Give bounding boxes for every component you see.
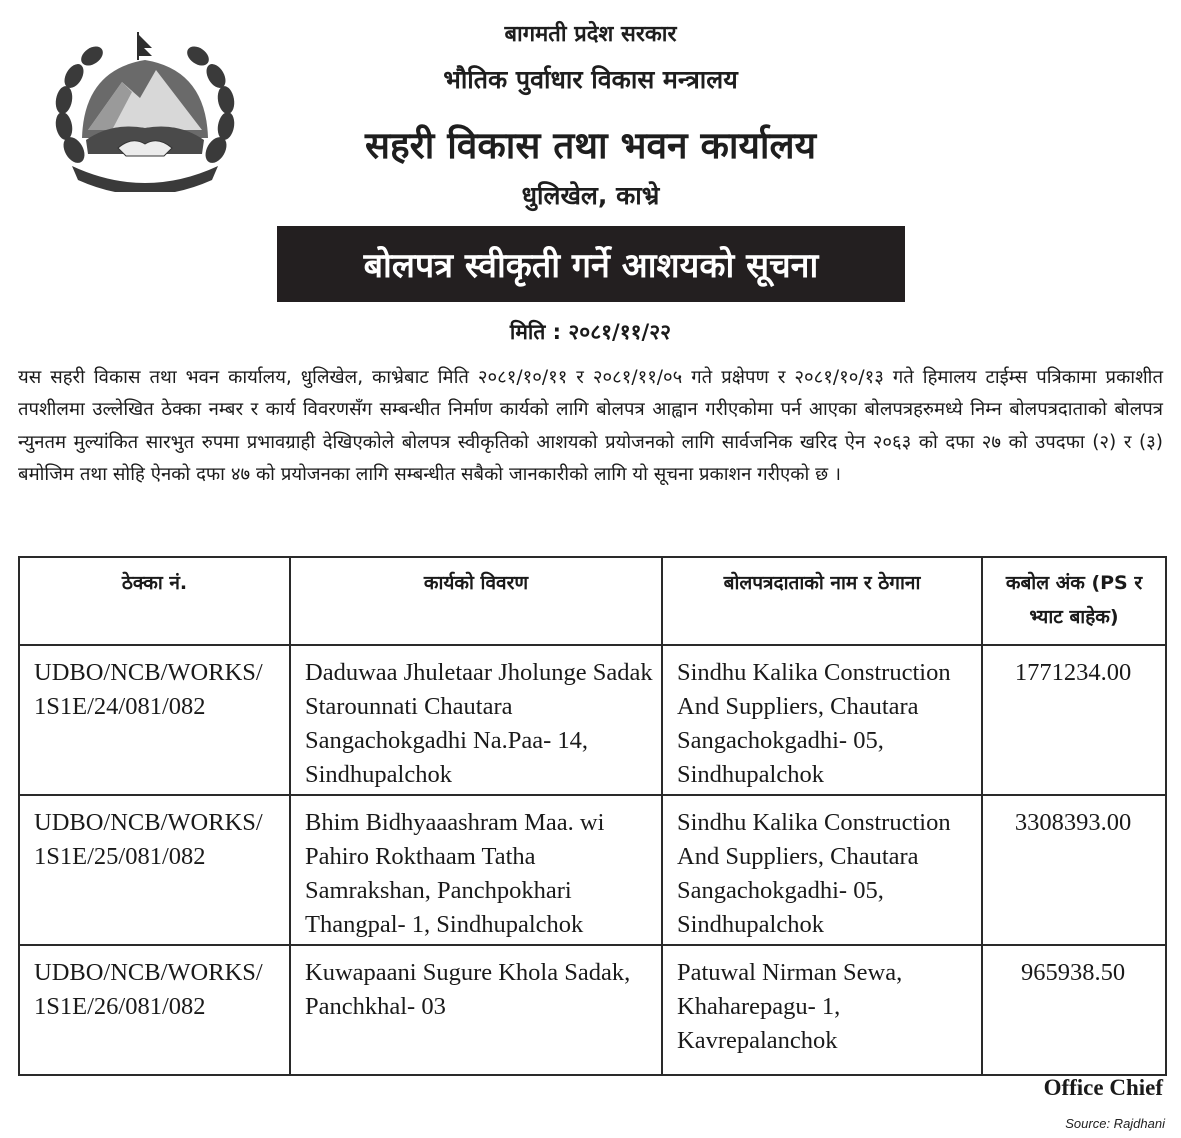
table-row <box>19 945 1166 1075</box>
cell-bidder: Patuwal Nirman Sewa, Khaharepagu- 1, Kavrepalanchok <box>662 945 982 1075</box>
col-header-amount: कबोल अंक (PS र भ्याट बाहेक) <box>982 557 1166 645</box>
cell-contract-no: UDBO/NCB/WORKS/ 1S1E/24/081/082 <box>19 645 290 795</box>
cell-amount: 1771234.00 <box>982 645 1166 795</box>
cell-amount: 965938.50 <box>982 945 1166 1075</box>
table-row <box>19 645 1166 795</box>
cell-bidder: Sindhu Kalika Construction And Suppliers, Chautara Sangachokgadhi- 05, Sindhupalchok <box>662 795 982 945</box>
bid-table <box>18 556 1167 1076</box>
col-header-contract-no: ठेक्का नं. <box>19 557 290 645</box>
cell-description: Bhim Bidhyaaashram Maa. wi Pahiro Rokthaam Tatha Samrakshan, Panchpokhari Thangpal- 1, Sindhupalchok <box>290 795 662 945</box>
cell-bidder: Sindhu Kalika Construction And Suppliers, Chautara Sangachokgadhi- 05, Sindhupalchok <box>662 645 982 795</box>
table-header-row <box>19 557 1166 645</box>
notice-body: यस सहरी विकास तथा भवन कार्यालय, धुलिखेल, काभ्रेबाट मिति २०८१/१०/११ र २०८१/११/०५ गते प्रक्षेपण र २०८१/१०/१३ गते हिमालय टाईम्स पत्रिकामा प्रकाशीत तपशीलमा उल्लेखित ठेक्का नम्बर र कार्य विवरणसँग सम्बन्धीत निर्माण कार्यको लागि बोलपत्र आह्वान गरीएकोमा पर्न आएका बोलपत्रहरुमध्ये निम्न बोलपत्रदाताको बोलपत्र न्युनतम मुल्यांकित सारभुत रुपमा प्रभावग्राही देखिएकोले बोलपत्र स्वीकृतिको आशयको प्रयोजनको लागि सार्वजनिक खरिद ऐन २०६३ को दफा २७ को उपदफा (२) र (३) बमोजिम तथा सोहि ऐनको दफा ४७ को प्रयोजनका लागि सम्बन्धीत सबैको जानकारीको लागि यो सूचना प्रकाशन गरीएको छ । <box>18 367 1163 486</box>
notice-title-banner <box>277 226 905 302</box>
col-header-bidder: बोलपत्रदाताको नाम र ठेगाना <box>662 557 982 645</box>
notice-title: बोलपत्र स्वीकृती गर्ने आशयको सूचना <box>363 246 819 286</box>
header-office: सहरी विकास तथा भवन कार्यालय <box>364 124 817 167</box>
signature-office-chief: Office Chief <box>1043 1075 1163 1100</box>
cell-description: Daduwaa Jhuletaar Jholunge Sadak Starounnati Chautara Sangachokgadhi Na.Paa- 14, Sindhupalchok <box>290 645 662 795</box>
header-ministry: भौतिक पुर्वाधार विकास मन्त्रालय <box>443 65 738 94</box>
cell-amount: 3308393.00 <box>982 795 1166 945</box>
header-location: धुलिखेल, काभ्रे <box>521 181 660 210</box>
notice-date: मिति : २०८१/११/२२ <box>509 320 672 344</box>
cell-description: Kuwapaani Sugure Khola Sadak, Panchkhal- 03 <box>290 945 662 1075</box>
table-row <box>19 795 1166 945</box>
cell-contract-no: UDBO/NCB/WORKS/ 1S1E/25/081/082 <box>19 795 290 945</box>
cell-contract-no: UDBO/NCB/WORKS/ 1S1E/26/081/082 <box>19 945 290 1075</box>
source-credit: Source: Rajdhani <box>1065 1116 1165 1131</box>
col-header-description: कार्यको विवरण <box>290 557 662 645</box>
header-province: बागमती प्रदेश सरकार <box>504 22 677 47</box>
